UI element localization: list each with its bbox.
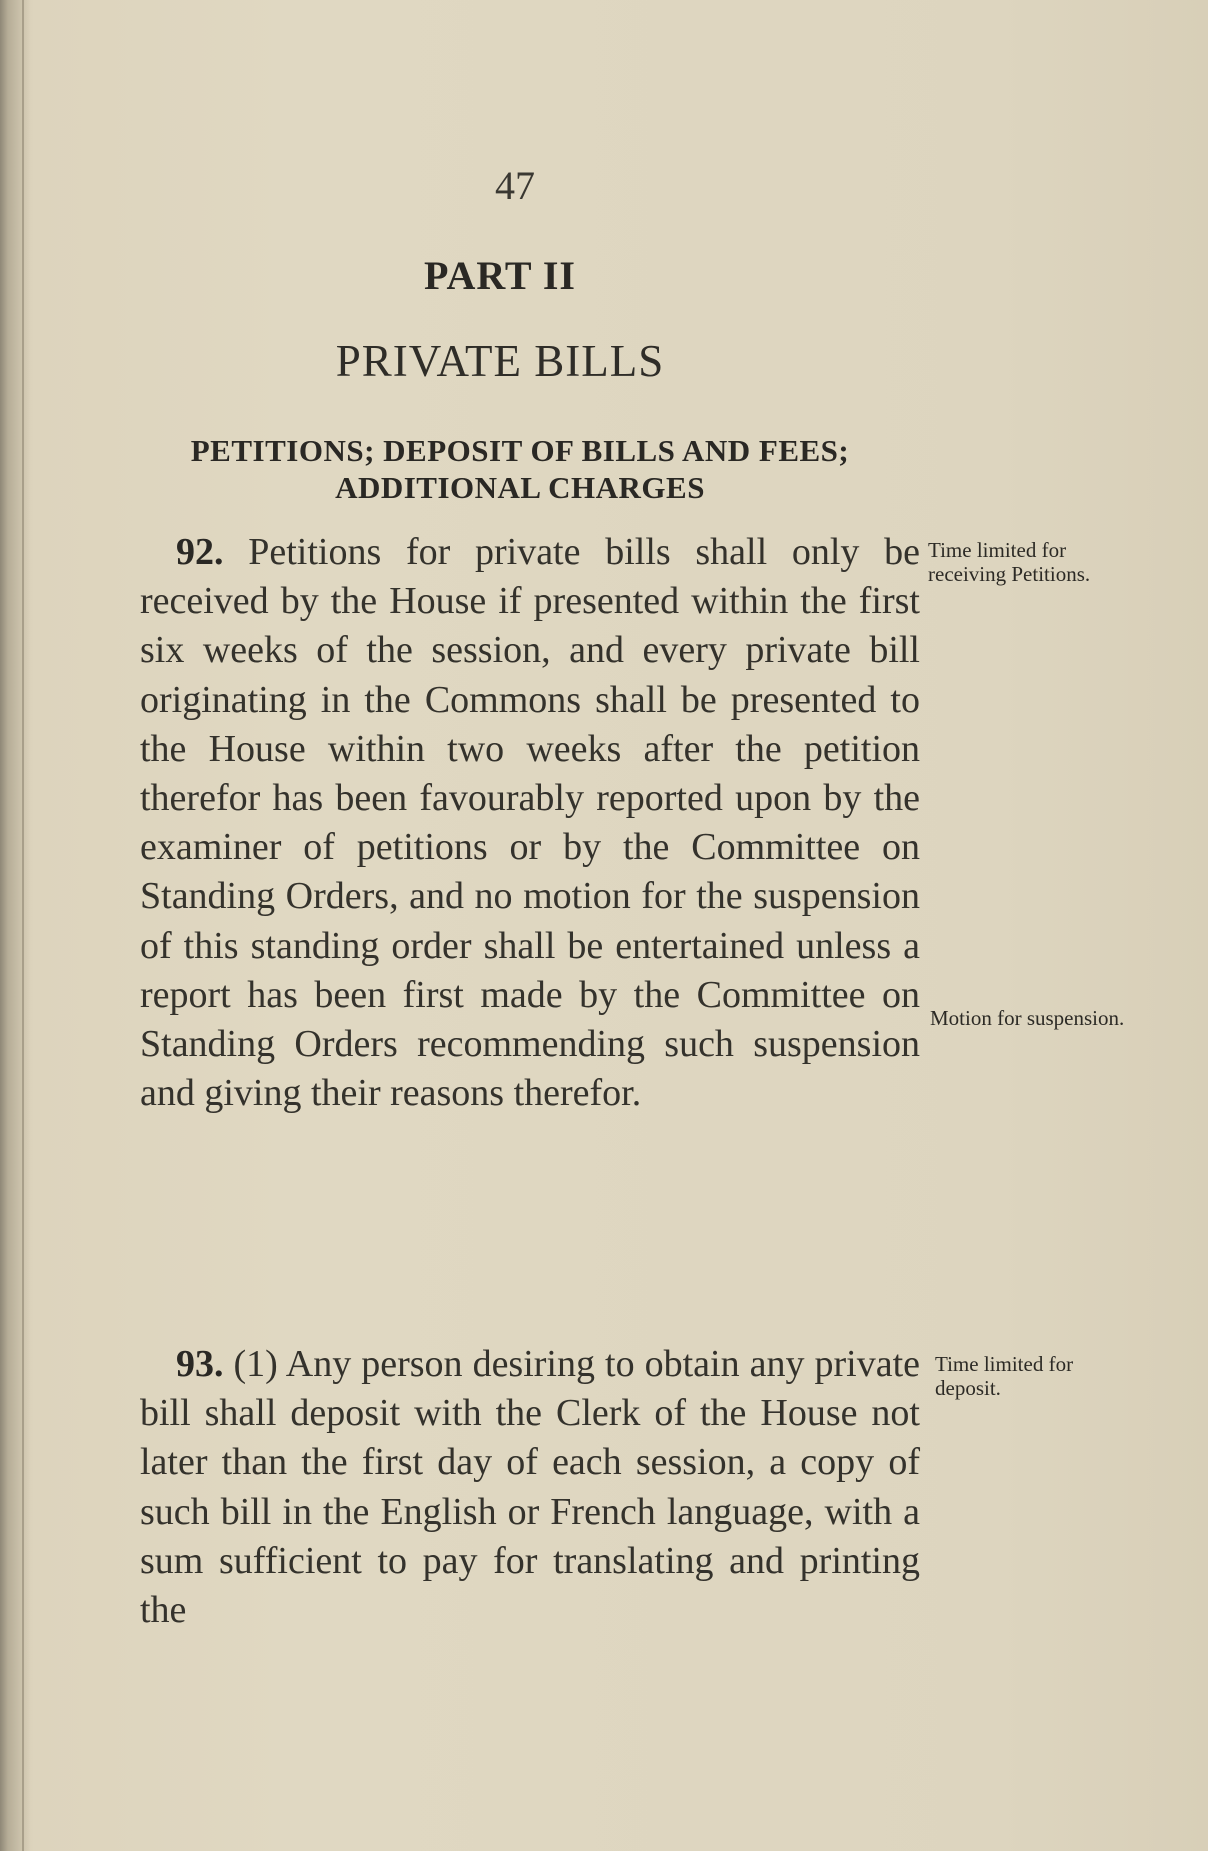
binding-edge-line — [22, 0, 24, 1851]
paragraph-number: 93. — [176, 1343, 224, 1385]
margin-note-receiving-petitions: Time limited for receiving Petitions. — [928, 538, 1091, 586]
margin-note-deposit: Time limited for deposit. — [935, 1352, 1074, 1400]
paragraph-92 — [140, 528, 920, 1118]
section-heading: PRIVATE BILLS — [335, 336, 665, 386]
sub-heading: PETITIONS; DEPOSIT OF BILLS AND FEES; ADDITIONAL CHARGES — [190, 433, 850, 505]
paragraph-number: 92. — [176, 531, 224, 573]
page-binding-shadow — [0, 0, 30, 1851]
margin-note-suspension: Motion for suspension. — [930, 1006, 1125, 1030]
paragraph-text: (1) Any person desiring to obtain any private bill shall deposit with the Clerk of the House not later than the first day of each session, a copy of such bill in the English or French language, with a sum sufficient to pay for translating and printing the — [140, 1343, 921, 1632]
part-heading: PART II — [424, 253, 576, 298]
paragraph-text: Petitions for private bills shall only be received by the House if presented within the first six weeks of the session, and every private bill originating in the Commons shall be presented to the House within two weeks after the petition therefor has been favourably reported upon by the examiner of petitions or by the Committee on Standing Orders, and no motion for the suspension of this standing order shall be entertained unless a report has been first made by the Committee on Standing Orders recommending such suspension and giving their reasons therefor. — [140, 531, 921, 1115]
paragraph-93 — [140, 1340, 920, 1635]
page-number: 47 — [495, 163, 535, 208]
